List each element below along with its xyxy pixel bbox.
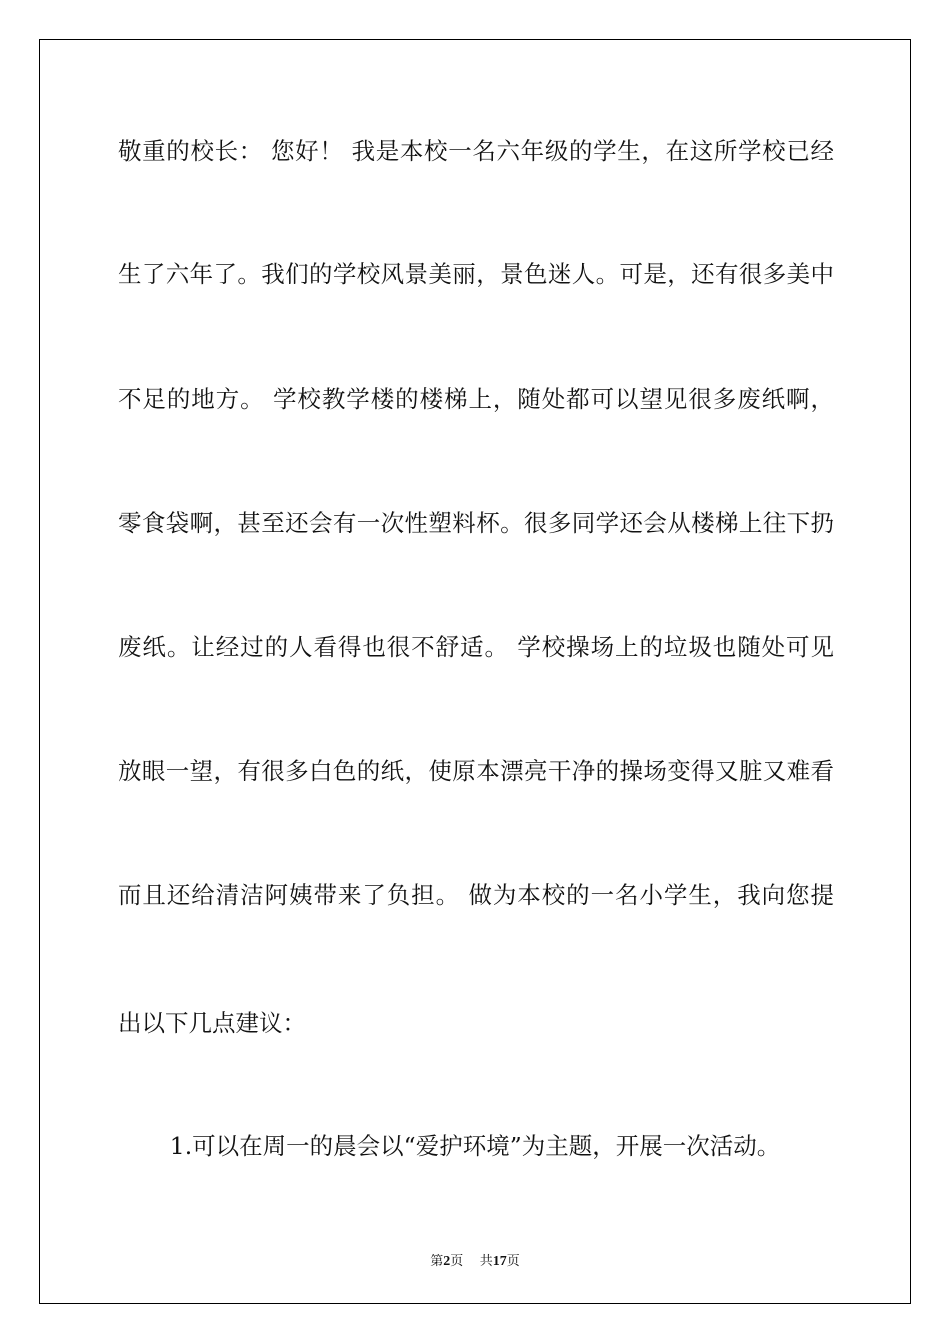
footer-page-number: 2	[443, 1254, 451, 1269]
numbered-suggestion-1: 1.可以在周一的晨会以“爱护环境”为主题，开展一次活动。	[169, 1132, 781, 1160]
footer-total-suffix: 页	[506, 1254, 520, 1269]
body-text-line-8: 出以下几点建议：	[118, 1009, 306, 1037]
footer-page-suffix: 页	[450, 1254, 464, 1269]
footer-total-pages: 17	[492, 1254, 507, 1269]
page-footer	[0, 1250, 950, 1270]
footer-total-prefix: 共	[479, 1254, 493, 1269]
body-text-line-1: 敬重的校长： 您好！ 我是本校一名六年级的学生，在这所学校已经	[118, 137, 834, 165]
body-text-line-6: 放眼一望，有很多白色的纸，使原本漂亮干净的操场变得又脏又难看	[118, 757, 834, 785]
body-text-line-7: 而且还给清洁阿姨带来了负担。 做为本校的一名小学生，我向您提	[118, 881, 834, 909]
body-text-line-2: 生了六年了。我们的学校风景美丽，景色迷人。可是，还有很多美中	[118, 260, 834, 288]
body-text-line-5: 废纸。让经过的人看得也很不舒适。 学校操场上的垃圾也随处可见	[118, 633, 834, 661]
body-text-line-4: 零食袋啊，甚至还会有一次性塑料杯。很多同学还会从楼梯上往下扔	[118, 509, 834, 537]
body-text-line-3: 不足的地方。 学校教学楼的楼梯上，随处都可以望见很多废纸啊，	[118, 385, 834, 413]
footer-page-prefix: 第	[430, 1254, 444, 1269]
page-border	[39, 39, 911, 1304]
